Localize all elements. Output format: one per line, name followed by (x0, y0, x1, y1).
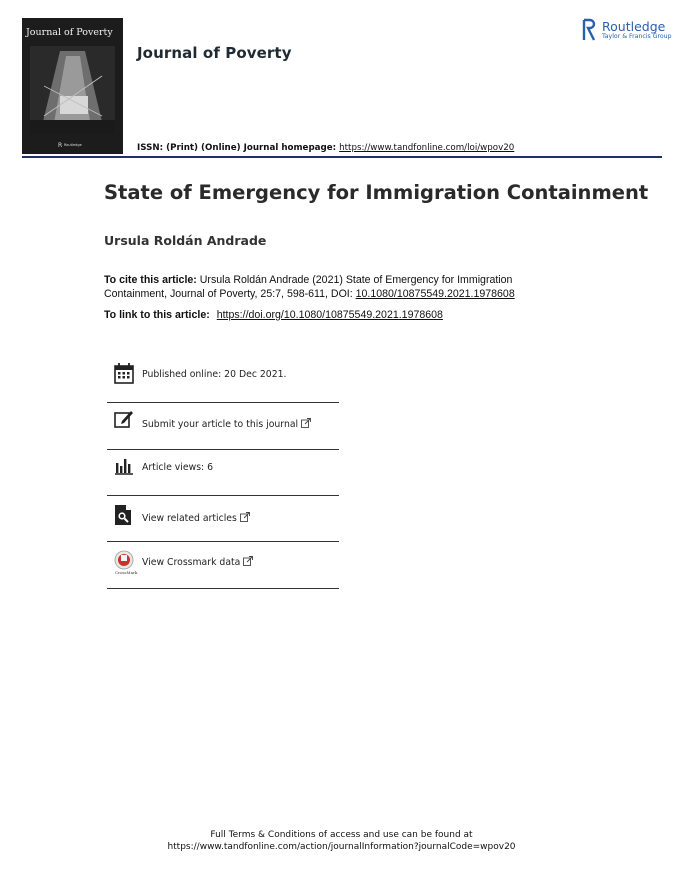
calendar-icon (114, 362, 134, 384)
footer-line-1: Full Terms & Conditions of access and use can be found at (210, 830, 473, 840)
article-author: Ursula Roldán Andrade (104, 233, 267, 248)
cite-text: Ursula Roldán Andrade (2021) State of Emergency for Immigration Containment, Journal of Poverty, 25:7, 598-611, DOI: (104, 274, 513, 300)
journal-homepage-link[interactable]: https://www.tandfonline.com/loi/wpov20 (339, 143, 515, 153)
edit-icon (114, 408, 134, 430)
external-link-icon (240, 512, 250, 522)
crossmark-label: View Crossmark data (142, 557, 241, 568)
crossmark-link[interactable] (142, 556, 253, 568)
article-views-row (107, 450, 339, 496)
journal-cover (22, 18, 123, 154)
search-document-icon (114, 504, 134, 526)
routledge-subtitle: Taylor & Francis Group (602, 33, 672, 40)
citation (104, 273, 554, 301)
related-articles-link[interactable] (142, 512, 250, 524)
cite-label: To cite this article: (104, 274, 197, 286)
submit-article-link[interactable] (142, 418, 311, 430)
routledge-logo (582, 18, 672, 44)
bar-chart-icon (114, 455, 134, 477)
article-views-text: Article views: 6 (142, 462, 214, 473)
issn-line (137, 143, 514, 153)
related-articles-label: View related articles (142, 513, 237, 524)
footer (0, 829, 683, 853)
crossmark-icon (113, 550, 138, 576)
article-link[interactable]: https://doi.org/10.1080/10875549.2021.1978608 (216, 309, 443, 321)
cover-title: Journal of Poverty (26, 27, 113, 38)
article-title: State of Emergency for Immigration Containment (104, 181, 649, 204)
doi-link[interactable]: 10.1080/10875549.2021.1978608 (355, 288, 515, 300)
cover-photo (30, 46, 115, 134)
svg-text:R: R (58, 142, 63, 149)
submit-article-label: Submit your article to this journal (142, 419, 299, 430)
cover-publisher-logo (58, 139, 88, 149)
article-info-list (107, 354, 339, 589)
header-rule (22, 156, 662, 158)
issn-text: ISSN: (Print) (Online) Journal homepage: (137, 143, 340, 153)
submit-article-row[interactable] (107, 403, 339, 450)
published-online-row (107, 354, 339, 403)
related-articles-row[interactable] (107, 496, 339, 542)
external-link-icon (243, 556, 253, 566)
journal-name: Journal of Poverty (137, 44, 292, 62)
external-link-icon (301, 418, 311, 428)
routledge-name: Routledge (602, 19, 666, 34)
footer-url[interactable]: https://www.tandfonline.com/action/journalInformation?journalCode=wpov20 (167, 842, 516, 852)
svg-text:Routledge: Routledge (64, 143, 82, 147)
routledge-r-icon (582, 18, 596, 42)
link-label: To link to this article: (104, 309, 210, 321)
published-online-text: Published online: 20 Dec 2021. (142, 369, 287, 380)
crossmark-row[interactable] (107, 542, 339, 589)
article-link-line (104, 309, 443, 321)
svg-text:CrossMark: CrossMark (115, 570, 138, 575)
